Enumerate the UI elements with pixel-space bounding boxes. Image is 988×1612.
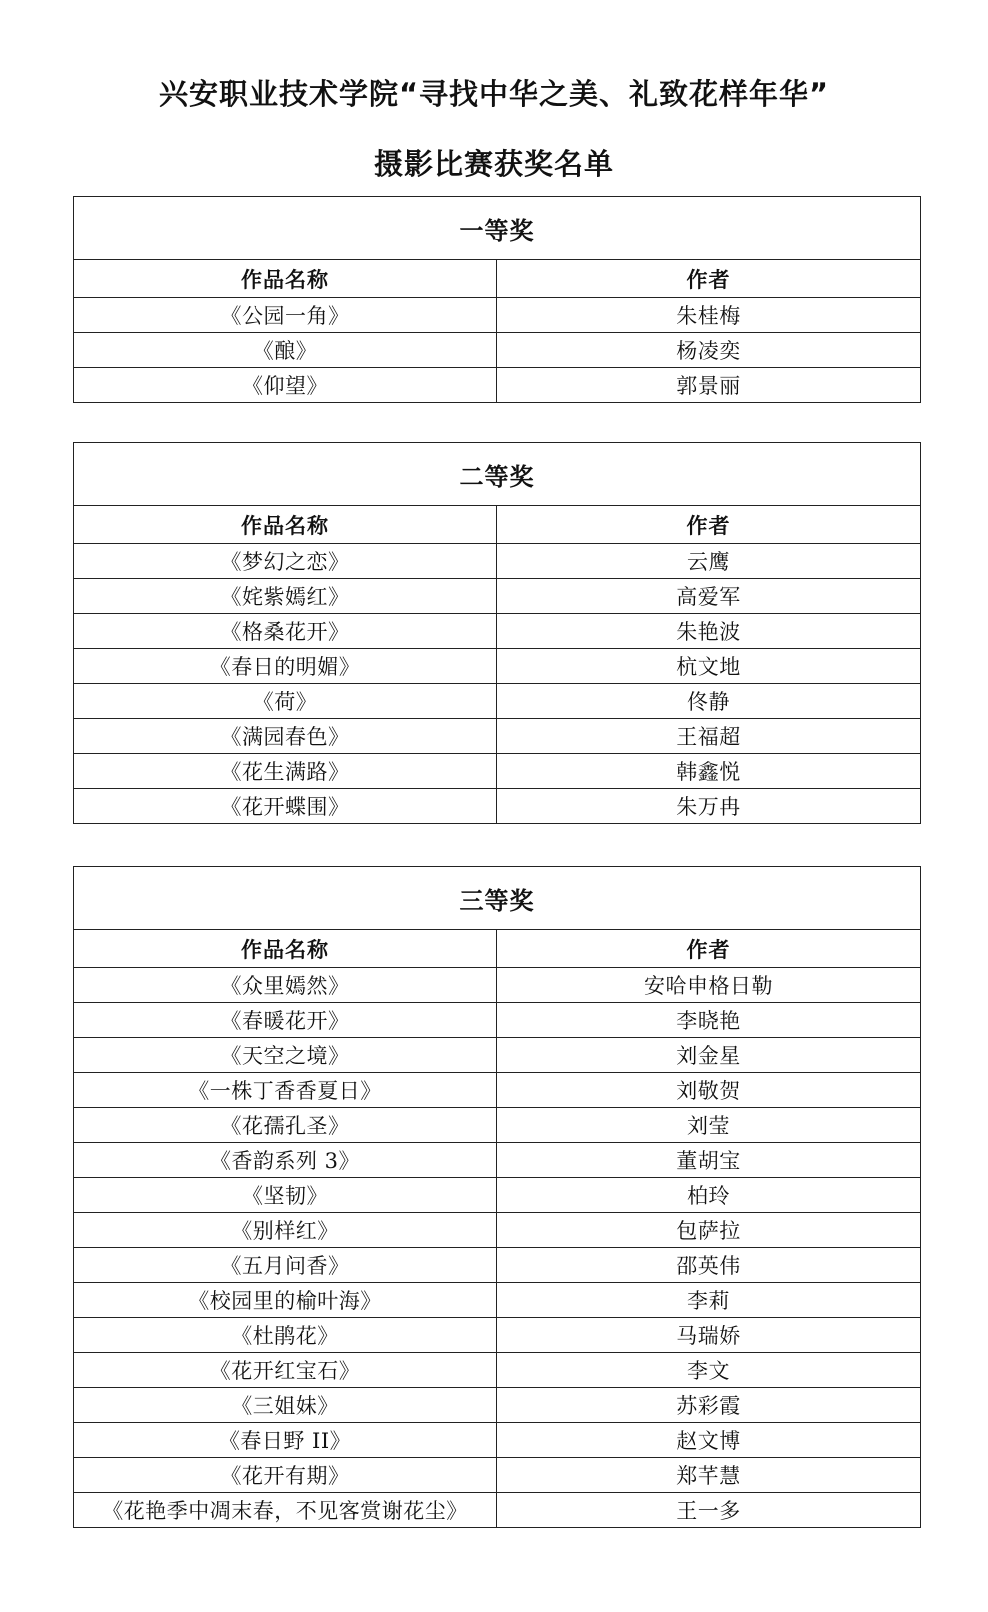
author-name: 柏玲	[497, 1178, 921, 1213]
table-row	[74, 544, 921, 579]
author-name: 杨凌奕	[497, 333, 921, 368]
first-prize-table	[73, 196, 921, 403]
author-name: 王一多	[497, 1493, 921, 1528]
author-name: 朱万冉	[497, 789, 921, 824]
work-column-header: 作品名称	[74, 260, 497, 298]
third-prize-table	[73, 866, 921, 1528]
work-title: 《格桑花开》	[74, 614, 497, 649]
work-title: 《天空之境》	[74, 1038, 497, 1073]
work-title: 《满园春色》	[74, 719, 497, 754]
table-row	[74, 1458, 921, 1493]
author-column-header: 作者	[497, 930, 921, 968]
table-row	[74, 968, 921, 1003]
table-row	[74, 579, 921, 614]
author-name: 刘莹	[497, 1108, 921, 1143]
table-row	[74, 649, 921, 684]
author-name: 赵文博	[497, 1423, 921, 1458]
second-prize-table	[73, 442, 921, 824]
author-name: 郑芊慧	[497, 1458, 921, 1493]
work-column-header: 作品名称	[74, 930, 497, 968]
work-title: 《别样红》	[74, 1213, 497, 1248]
author-name: 刘敬贺	[497, 1073, 921, 1108]
document-subtitle: 摄影比赛获奖名单	[373, 147, 614, 181]
table-row	[74, 1073, 921, 1108]
table-row	[74, 298, 921, 333]
work-title: 《姹紫嫣红》	[74, 579, 497, 614]
work-title: 《公园一角》	[74, 298, 497, 333]
table-row	[74, 1423, 921, 1458]
author-name: 佟静	[497, 684, 921, 719]
table-row	[74, 1388, 921, 1423]
author-name: 苏彩霞	[497, 1388, 921, 1423]
table-row	[74, 1038, 921, 1073]
table-row	[74, 333, 921, 368]
author-name: 郭景丽	[497, 368, 921, 403]
author-name: 杭文地	[497, 649, 921, 684]
author-name: 刘金星	[497, 1038, 921, 1073]
table-row	[74, 1003, 921, 1038]
author-name: 高爱军	[497, 579, 921, 614]
table-row	[74, 1283, 921, 1318]
work-title: 《花艳季中凋末春，不见客赏谢花尘》	[74, 1493, 497, 1528]
author-name: 马瑞娇	[497, 1318, 921, 1353]
work-title: 《五月问香》	[74, 1248, 497, 1283]
author-name: 朱桂梅	[497, 298, 921, 333]
table-row	[74, 754, 921, 789]
author-name: 朱艳波	[497, 614, 921, 649]
author-name: 安哈申格日勒	[497, 968, 921, 1003]
author-name: 董胡宝	[497, 1143, 921, 1178]
second-prize-heading: 二等奖	[74, 443, 921, 506]
table-row	[74, 1493, 921, 1528]
work-title: 《杜鹃花》	[74, 1318, 497, 1353]
work-title: 《香韵系列 3》	[74, 1143, 497, 1178]
document-title: 兴安职业技术学院“寻找中华之美、礼致花样年华”	[158, 77, 830, 111]
table-row	[74, 1108, 921, 1143]
work-title: 《众里嫣然》	[74, 968, 497, 1003]
author-name: 包萨拉	[497, 1213, 921, 1248]
table-row	[74, 1248, 921, 1283]
first-prize-heading: 一等奖	[74, 197, 921, 260]
author-name: 云鹰	[497, 544, 921, 579]
work-title: 《花孺孔圣》	[74, 1108, 497, 1143]
table-row	[74, 368, 921, 403]
table-row	[74, 684, 921, 719]
author-column-header: 作者	[497, 260, 921, 298]
work-title: 《春日野 II》	[74, 1423, 497, 1458]
work-title: 《花开有期》	[74, 1458, 497, 1493]
table-row	[74, 1143, 921, 1178]
work-title: 《坚韧》	[74, 1178, 497, 1213]
table-row	[74, 1318, 921, 1353]
work-title: 《花开红宝石》	[74, 1353, 497, 1388]
third-prize-heading: 三等奖	[74, 867, 921, 930]
author-name: 邵英伟	[497, 1248, 921, 1283]
work-column-header: 作品名称	[74, 506, 497, 544]
work-title: 《一株丁香香夏日》	[74, 1073, 497, 1108]
work-title: 《花生满路》	[74, 754, 497, 789]
table-row	[74, 1353, 921, 1388]
work-title: 《三姐妹》	[74, 1388, 497, 1423]
table-row	[74, 719, 921, 754]
work-title: 《梦幻之恋》	[74, 544, 497, 579]
table-row	[74, 789, 921, 824]
author-name: 李莉	[497, 1283, 921, 1318]
work-title: 《酿》	[74, 333, 497, 368]
table-row	[74, 1178, 921, 1213]
author-name: 李晓艳	[497, 1003, 921, 1038]
author-column-header: 作者	[497, 506, 921, 544]
table-row	[74, 1213, 921, 1248]
author-name: 王福超	[497, 719, 921, 754]
work-title: 《仰望》	[74, 368, 497, 403]
work-title: 《校园里的榆叶海》	[74, 1283, 497, 1318]
author-name: 李文	[497, 1353, 921, 1388]
author-name: 韩鑫悦	[497, 754, 921, 789]
table-row	[74, 614, 921, 649]
work-title: 《花开蝶围》	[74, 789, 497, 824]
work-title: 《春暖花开》	[74, 1003, 497, 1038]
work-title: 《荷》	[74, 684, 497, 719]
work-title: 《春日的明媚》	[74, 649, 497, 684]
